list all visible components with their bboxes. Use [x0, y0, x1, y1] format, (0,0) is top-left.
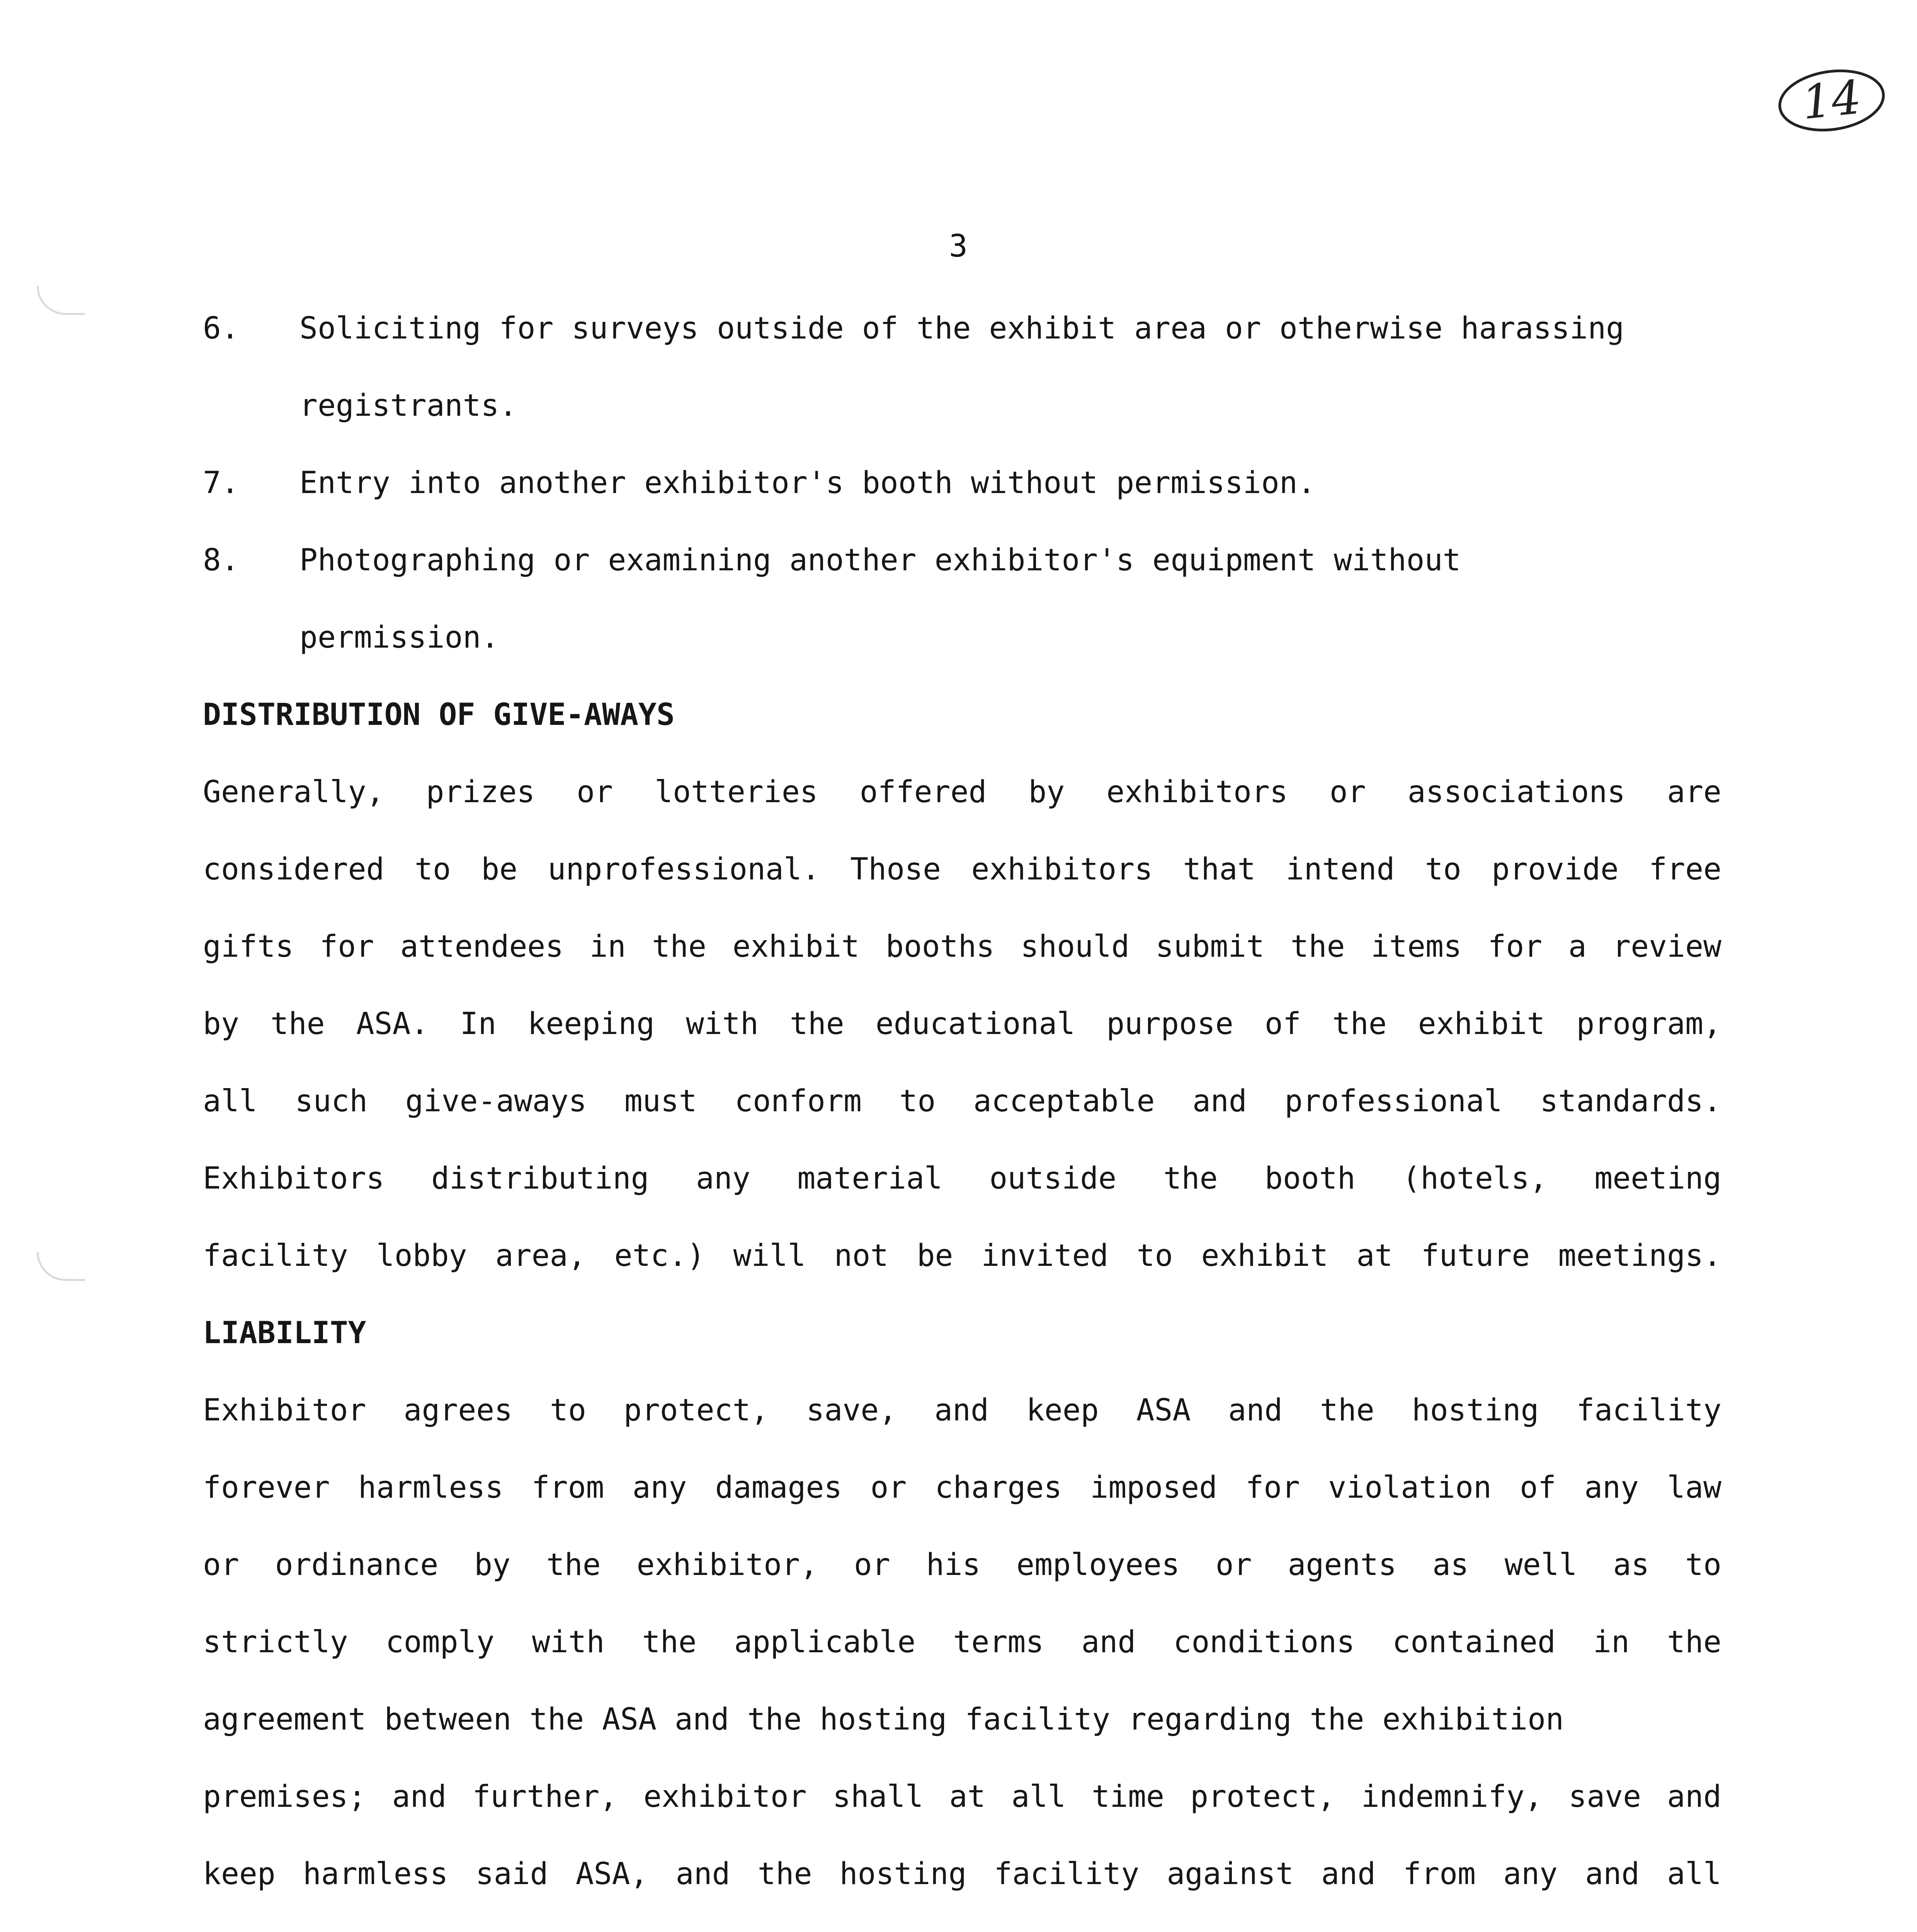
list-item-text: Soliciting for surveys outside of the exhibit area or otherwise harassing [299, 311, 1624, 346]
list-item-text: Entry into another exhibitor's booth without permission. [299, 466, 1316, 500]
page-mark-label: 14 [1799, 70, 1864, 130]
list-item-text: Photographing or examining another exhibitor's equipment without [299, 543, 1461, 578]
paragraph-line: Exhibitor agrees to protect, save, and keep ASA and the hosting facility [203, 1393, 1721, 1428]
section-heading-give-aways: DISTRIBUTION OF GIVE-AWAYS [203, 697, 675, 732]
paragraph-line: considered to be unprofessional. Those exhibitors that intend to provide free [203, 852, 1721, 887]
paragraph-line: Exhibitors distributing any material outside the booth (hotels, meeting [203, 1161, 1721, 1196]
list-item-text: registrants. [299, 388, 517, 423]
paragraph-line: facility lobby area, etc.) will not be invited to exhibit at future meetings. [203, 1238, 1721, 1273]
paragraph-line: gifts for attendees in the exhibit booths should submit the items for a review [203, 929, 1721, 964]
punch-mark-top [37, 286, 85, 315]
paragraph-line: forever harmless from any damages or charges imposed for violation of any law [203, 1470, 1721, 1505]
punch-mark-middle [37, 1252, 85, 1281]
list-item-number: 6. [203, 311, 239, 346]
paragraph-line: by the ASA. In keeping with the educational purpose of the exhibit program, [203, 1007, 1721, 1041]
page-number: 3 [949, 228, 968, 264]
paragraph-line: or ordinance by the exhibitor, or his employees or agents as well as to [203, 1548, 1721, 1582]
list-item-text: permission. [299, 620, 499, 655]
paragraph-line: agreement between the ASA and the hosting facility regarding the exhibition [203, 1702, 1564, 1737]
paragraph-line: all such give-aways must conform to acceptable and professional standards. [203, 1084, 1721, 1119]
list-item-number: 8. [203, 543, 239, 578]
paragraph-line: strictly comply with the applicable terms and conditions contained in the [203, 1625, 1721, 1660]
paragraph-line: premises; and further, exhibitor shall at all time protect, indemnify, save and [203, 1779, 1721, 1814]
paragraph-line: Generally, prizes or lotteries offered by exhibitors or associations are [203, 775, 1721, 810]
section-heading-liability: LIABILITY [203, 1316, 366, 1350]
list-item-number: 7. [203, 466, 239, 500]
handwritten-page-mark [1774, 62, 1890, 139]
paragraph-line: keep harmless said ASA, and the hosting facility against and from any and all [203, 1857, 1721, 1891]
